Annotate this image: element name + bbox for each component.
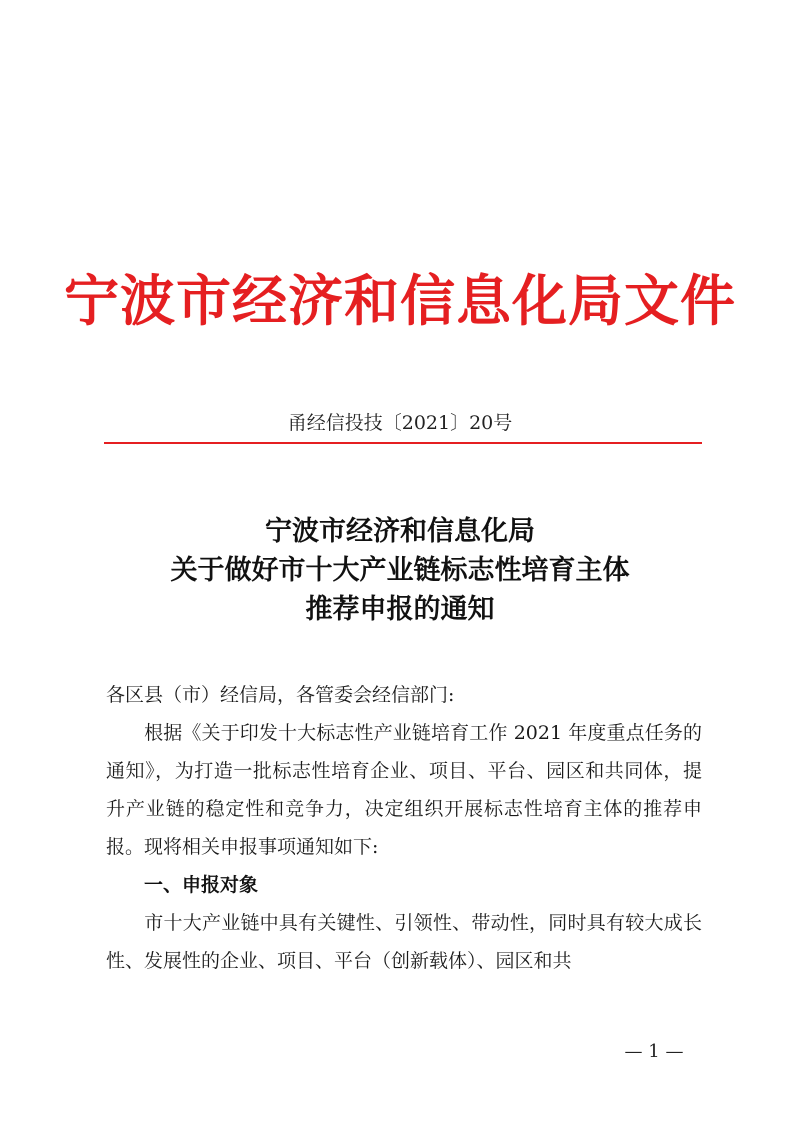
paragraph-2-text: 市十大产业链中具有关键性、引领性、带动性，同时具有较大成长性、发展性的企业、项目、平台（创新载体）、园区和共 [106,912,702,972]
page-number: — 1 — [624,1041,684,1062]
issuer-title: 宁波市经济和信息化局文件 [63,268,736,333]
paragraph-1-text: 根据《关于印发十大标志性产业链培育工作 2021 年度重点任务的通知》，为打造一批标志性培育企业、项目、平台、园区和共同体，提升产业链的稳定性和竞争力，决定组织开展标志性培育主体的推荐申报。现将相关申报事项通知如下: [106,722,702,858]
addressee: 各区县（市）经信局，各管委会经信部门: [106,684,455,706]
notice-title-line-3: 推荐申报的通知 [305,594,495,625]
document-number: 甬经信投技〔2021〕20号 [287,412,513,434]
section-heading-1: 一、申报对象 [144,874,259,896]
notice-title [0,512,800,629]
notice-title-line-2: 关于做好市十大产业链标志性培育主体 [170,555,630,586]
paragraph-2 [106,904,702,980]
notice-title-line-1: 宁波市经济和信息化局 [265,516,535,547]
paragraph-1 [106,714,702,866]
red-divider-line [104,442,702,444]
